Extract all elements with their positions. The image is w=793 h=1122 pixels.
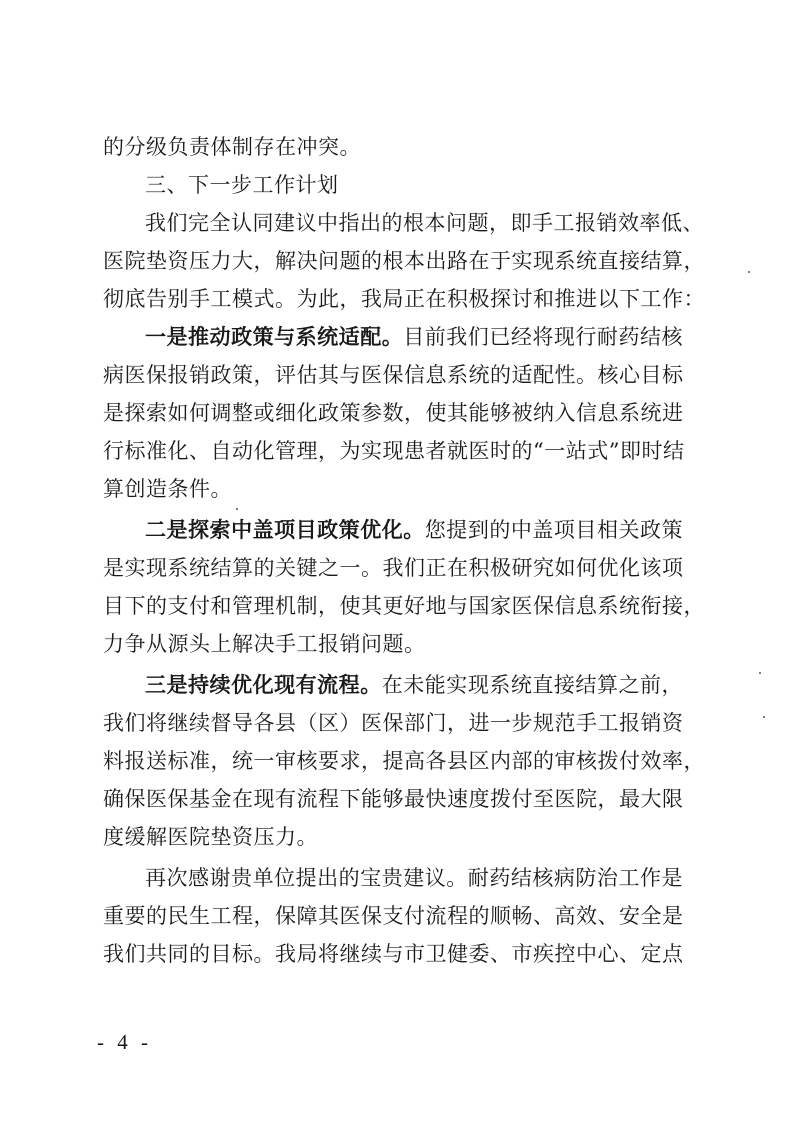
- paragraph-5-line: 重要的民生工程，保障其医保支付流程的顺畅、高效、安全是: [103, 904, 684, 928]
- page-number: - 4 -: [97, 1030, 152, 1054]
- paragraph-4-line: 度缓解医院垫资压力。: [103, 825, 318, 849]
- paragraph-3-line: [103, 511, 683, 549]
- paragraph-1-line: 我们完全认同建议中指出的根本问题，即手工报销效率低、: [145, 211, 704, 235]
- paragraph-2-line: 行标准化、自动化管理，为实现患者就医时的“一站式”即时结: [103, 439, 685, 463]
- paragraph-3-line: 目下的支付和管理机制，使其更好地与国家医保信息系统衔接，: [103, 594, 705, 618]
- scan-speck: [759, 672, 761, 674]
- paragraph-2-line: [103, 318, 683, 356]
- paragraph-3-line: 力争从源头上解决手工报销问题。: [103, 632, 426, 656]
- paragraph-4-text: 在未能实现系统直接结算之前，: [381, 673, 684, 697]
- paragraph-2-line: 算创造条件。: [103, 477, 232, 501]
- paragraph-4-line: 料报送标准，统一审核要求，提高各县区内部的审核拨付效率，: [103, 749, 705, 773]
- scan-speck: [236, 508, 238, 510]
- document-body: [103, 128, 705, 973]
- section-heading: 三、下一步工作计划: [145, 173, 339, 197]
- paragraph-1-line: 医院垫资压力大，解决问题的根本出路在于实现系统直接结算，: [103, 249, 705, 273]
- paragraph-5-line: 我们共同的目标。我局将继续与市卫健委、市疾控中心、定点: [103, 942, 684, 966]
- paragraph-2-lead: 一是推动政策与系统适配。: [145, 325, 404, 349]
- paragraph-5-line: 再次感谢贵单位提出的宝贵建议。耐药结核病防治工作是: [145, 866, 683, 890]
- paragraph-2-line: 是探索如何调整或细化政策参数，使其能够被纳入信息系统进: [103, 401, 684, 425]
- paragraph-4-line: [103, 666, 683, 704]
- paragraph-3-text: 您提到的中盖项目相关政策: [424, 518, 684, 542]
- paragraph-3-line: 是实现系统结算的关键之一。我们正在积极研究如何优化该项: [103, 556, 684, 580]
- paragraph-2-line: 病医保报销政策，评估其与医保信息系统的适配性。核心目标: [103, 363, 684, 387]
- paragraph-2-text: 目前我们已经将现行耐药结核: [403, 325, 683, 349]
- paragraph-4-line: 确保医保基金在现有流程下能够最快速度拨付至医院，最大限: [103, 787, 684, 811]
- scan-speck: [763, 716, 765, 718]
- text-line: 的分级负责体制存在冲突。: [103, 135, 361, 159]
- scan-speck: [748, 271, 750, 273]
- paragraph-3-lead: 二是探索中盖项目政策优化。: [145, 518, 425, 542]
- paragraph-4-lead: 三是持续优化现有流程。: [145, 673, 382, 697]
- paragraph-1-line: 彻底告别手工模式。为此，我局正在积极探讨和推进以下工作：: [103, 287, 705, 311]
- paragraph-4-line: 我们将继续督导各县（区）医保部门，进一步规范手工报销资: [103, 711, 684, 735]
